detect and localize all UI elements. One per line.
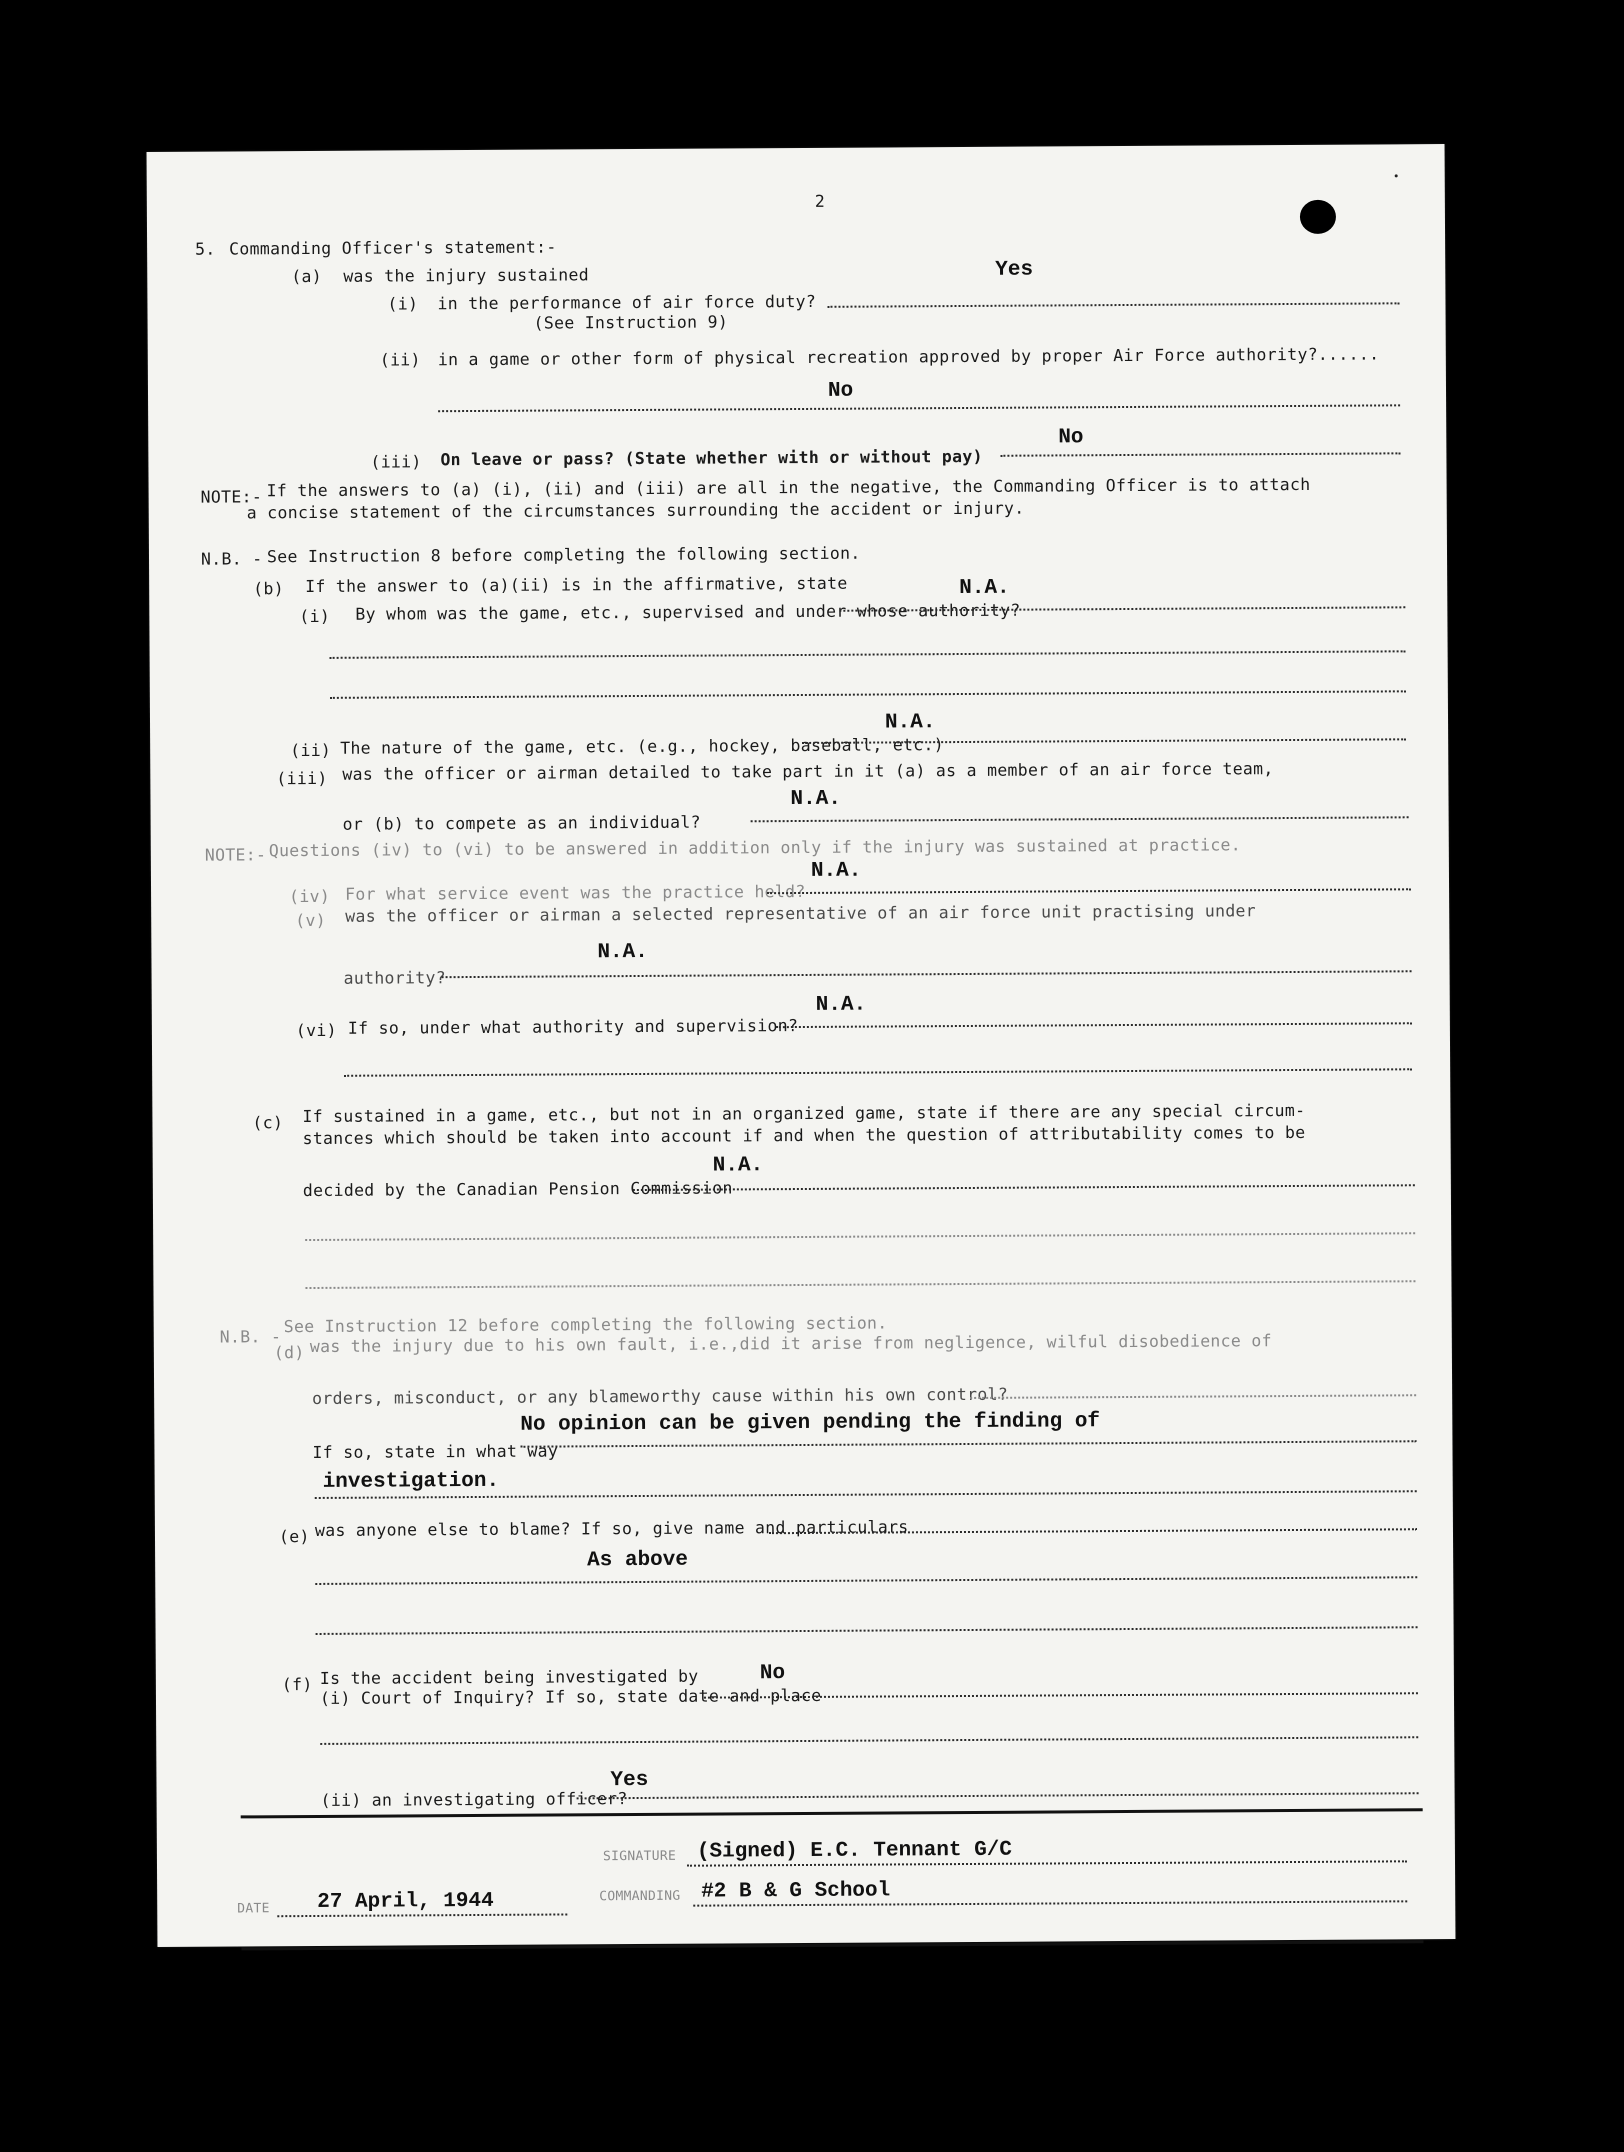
note1-line2: a concise statement of the circumstances surrounding the accident or injury. (246, 498, 1025, 523)
item-b-vi-text: If so, under what authority and supervision? (347, 1016, 799, 1038)
item-b-i-text: By whom was the game, etc., supervised and under whose authority? (355, 600, 1021, 624)
item-b-iii-text2: or (b) to compete as an individual? (342, 812, 701, 834)
answer-line (1000, 452, 1400, 456)
answer-line (751, 816, 1409, 822)
part-c-line2: stances which should be taken into account if and when the question of attributability comes to be (302, 1122, 1306, 1149)
item-b-vi-label: (vi) (295, 1020, 337, 1041)
part-e-label: (e) (278, 1527, 310, 1547)
answer-b-ii: N.A. (884, 711, 936, 735)
answer-d-line2: investigation. (322, 1469, 500, 1494)
answer-b-iv: N.A. (810, 859, 862, 883)
answer-c: N.A. (712, 1154, 764, 1178)
commanding-label: COMMANDING (599, 1888, 681, 1905)
part-d-line2: orders, misconduct, or any blameworthy cause within his own control? (312, 1384, 1009, 1408)
part-d-line3: If so, state in what way (312, 1441, 559, 1462)
part-d-line1: was the injury due to his own fault, i.e.,did it arise from negligence, wilful disobedience of (309, 1331, 1272, 1357)
date-label: DATE (237, 1901, 270, 1917)
item-b-iv-label: (iv) (289, 886, 331, 907)
section-title: Commanding Officer's statement:- (229, 237, 557, 259)
note2-text: Questions (iv) to (vi) to be answered in addition only if the injury was sustained at practice. (268, 835, 1242, 861)
part-b-label: (b) (253, 579, 284, 599)
answer-line (633, 1184, 1415, 1191)
item-b-i-label: (i) (299, 606, 331, 627)
nb1-text: See Instruction 8 before completing the following section. (266, 543, 861, 567)
note2-label: NOTE:- (204, 845, 267, 865)
answer-line (577, 1792, 1419, 1799)
item-a-iii-text: On leave or pass? (State whether with or without pay) (440, 446, 983, 470)
answer-line (330, 690, 1406, 699)
answer-line (776, 1022, 1412, 1028)
punch-hole (1300, 200, 1336, 234)
answer-line (344, 1068, 1412, 1077)
part-c-label: (c) (252, 1113, 284, 1133)
footer-rule-top (241, 1808, 1423, 1818)
part-d-label: (d) (273, 1343, 305, 1363)
part-e-text: was anyone else to blame? If so, give name and particulars (314, 1517, 909, 1540)
answer-line (520, 1440, 1416, 1447)
answer-line (305, 1232, 1415, 1241)
item-b-v-text: was the officer or airman a selected representative of an air force unit practising under (345, 901, 1257, 926)
answer-line (315, 1576, 1417, 1585)
item-a-i-label: (i) (387, 294, 419, 314)
part-f-item1: (i) Court of Inquiry? If so, state date and place (319, 1685, 822, 1708)
answer-line (316, 1626, 1418, 1635)
item-b-ii-label: (ii) (290, 740, 332, 761)
note1-line1: If the answers to (a) (i), (ii) and (iii) are all in the negative, the Commanding Officer is to attach (266, 474, 1311, 501)
answer-line (827, 302, 1399, 307)
part-a-question: was the injury sustained (343, 265, 589, 286)
nb2-label: N.B. - (219, 1327, 282, 1347)
footer-rule-bottom (241, 1940, 1423, 1950)
item-b-v-text2: authority? (343, 968, 446, 988)
date-line (277, 1913, 567, 1917)
part-f-text: Is the accident being investigated by (319, 1666, 699, 1688)
nb2-text: See Instruction 12 before completing the following section. (283, 1313, 888, 1337)
note1-label: NOTE:- (200, 487, 263, 507)
answer-e: As above (587, 1548, 689, 1573)
item-a-i-note: (See Instruction 9) (533, 312, 729, 333)
answer-line (438, 404, 1400, 412)
section-number: 5. (195, 239, 216, 259)
signature-value: (Signed) E.C. Tennant G/C (696, 1838, 1013, 1864)
part-c-line3: decided by the Canadian Pension Commission (302, 1178, 733, 1201)
item-a-ii-text: in a game or other form of physical recreation approved by proper Air Force authority?...... (437, 344, 1380, 370)
answer-a-ii: No (827, 379, 854, 403)
nb1-label: N.B. - (200, 549, 263, 569)
answer-b-vi: N.A. (815, 993, 867, 1017)
answer-line (767, 888, 1411, 894)
date-value: 27 April, 1944 (317, 1889, 494, 1914)
item-a-iii-label: (iii) (370, 452, 422, 472)
answer-d-line1: No opinion can be given pending the finding of (520, 1410, 1101, 1437)
document-page (147, 144, 1456, 1947)
item-b-iii-text: was the officer or airman detailed to take part in it (a) as a member of an air force team, (342, 759, 1274, 784)
answer-f-i: No (759, 1662, 786, 1686)
signature-label: SIGNATURE (602, 1848, 677, 1865)
item-a-i-text: in the performance of air force duty? (437, 291, 817, 314)
answer-a-iii: No (1058, 426, 1084, 450)
answer-b-i: N.A. (959, 576, 1010, 601)
item-a-ii-label: (ii) (379, 350, 421, 370)
part-f-item2: (ii) an investigating officer? (320, 1789, 628, 1810)
item-b-ii-text: The nature of the game, etc. (e.g., hockey, baseball, etc.) (340, 735, 945, 758)
item-b-v-label: (v) (295, 910, 326, 931)
answer-b-iii: N.A. (790, 787, 841, 812)
answer-f-ii: Yes (610, 1768, 649, 1793)
commanding-value: #2 B & G School (701, 1879, 891, 1904)
answer-line (305, 1280, 1415, 1289)
answer-line (330, 650, 1406, 659)
page-number: 2 (814, 191, 826, 211)
item-b-iii-label: (iii) (276, 768, 328, 789)
part-f-label: (f) (281, 1674, 313, 1695)
part-c-line1: If sustained in a game, etc., but not in an organized game, state if there are any special circum- (302, 1100, 1306, 1127)
answer-a-i: Yes (995, 258, 1034, 282)
answer-b-v: N.A. (597, 940, 648, 965)
part-b-question: If the answer to (a)(ii) is in the affirmative, state (305, 573, 848, 597)
speck (1395, 174, 1398, 177)
item-b-iv-text: For what service event was the practice held? (345, 881, 806, 904)
answer-line (442, 970, 1412, 978)
answer-line (970, 1394, 1416, 1399)
answer-line (320, 1736, 1418, 1745)
part-a-label: (a) (291, 266, 323, 287)
